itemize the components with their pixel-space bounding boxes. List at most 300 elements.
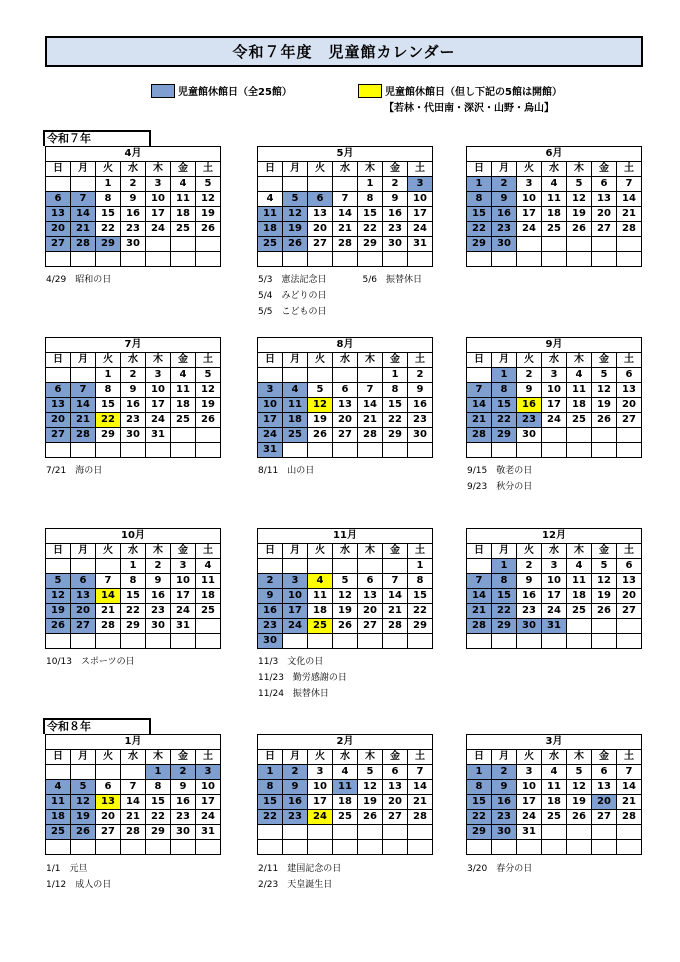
day-cell: 3	[542, 368, 567, 383]
day-cell: 12	[196, 383, 221, 398]
month-title: 7月	[46, 338, 221, 353]
empty-cell	[196, 237, 221, 252]
empty-cell	[517, 443, 542, 458]
day-cell: 15	[96, 398, 121, 413]
day-cell: 20	[71, 604, 96, 619]
day-cell: 27	[358, 619, 383, 634]
day-cell: 11	[283, 398, 308, 413]
day-cell: 6	[46, 383, 71, 398]
weekday-header: 日	[258, 162, 283, 177]
day-cell: 28	[121, 825, 146, 840]
month-calendar	[466, 528, 642, 649]
empty-cell	[567, 825, 592, 840]
day-cell: 6	[592, 765, 617, 780]
empty-cell	[196, 840, 221, 855]
day-cell: 4	[567, 559, 592, 574]
day-cell: 27	[96, 825, 121, 840]
legend-closed-all-label: 児童館休館日（全25館）	[178, 87, 292, 98]
day-cell: 16	[517, 589, 542, 604]
empty-cell	[46, 443, 71, 458]
day-cell: 25	[46, 825, 71, 840]
day-cell: 19	[592, 398, 617, 413]
day-cell: 17	[146, 207, 171, 222]
empty-cell	[592, 634, 617, 649]
month-title: 2月	[258, 735, 433, 750]
day-cell: 2	[517, 559, 542, 574]
day-cell: 24	[542, 604, 567, 619]
empty-cell	[46, 634, 71, 649]
day-cell: 30	[258, 634, 283, 649]
page-title: 令和７年度 児童館カレンダー	[45, 36, 643, 67]
day-cell: 3	[146, 177, 171, 192]
empty-cell	[467, 559, 492, 574]
day-cell: 27	[71, 619, 96, 634]
empty-cell	[333, 443, 358, 458]
empty-cell	[283, 840, 308, 855]
empty-cell	[358, 634, 383, 649]
holiday-notes	[258, 654, 347, 702]
day-cell: 20	[333, 413, 358, 428]
weekday-header: 月	[492, 750, 517, 765]
day-cell: 24	[517, 810, 542, 825]
day-cell: 10	[408, 192, 433, 207]
day-cell: 1	[467, 177, 492, 192]
day-cell: 9	[408, 383, 433, 398]
empty-cell	[46, 368, 71, 383]
day-cell: 27	[46, 428, 71, 443]
empty-cell	[467, 840, 492, 855]
day-cell: 11	[196, 574, 221, 589]
holiday-note: 3/20 春分の日	[467, 864, 533, 874]
empty-cell	[358, 443, 383, 458]
day-cell: 2	[283, 765, 308, 780]
day-cell: 13	[46, 398, 71, 413]
weekday-header: 月	[283, 162, 308, 177]
day-cell: 14	[71, 398, 96, 413]
day-cell: 13	[358, 589, 383, 604]
day-cell: 22	[258, 810, 283, 825]
weekday-header: 金	[171, 544, 196, 559]
empty-cell	[333, 634, 358, 649]
day-cell: 28	[617, 810, 642, 825]
empty-cell	[196, 252, 221, 267]
day-cell: 21	[383, 604, 408, 619]
empty-cell	[358, 252, 383, 267]
day-cell: 30	[121, 428, 146, 443]
day-cell: 28	[467, 428, 492, 443]
day-cell: 10	[542, 383, 567, 398]
day-cell: 1	[121, 559, 146, 574]
day-cell: 19	[358, 795, 383, 810]
day-cell: 19	[196, 398, 221, 413]
weekday-header: 水	[333, 750, 358, 765]
empty-cell	[333, 840, 358, 855]
day-cell: 1	[492, 559, 517, 574]
day-cell: 12	[567, 192, 592, 207]
empty-cell	[96, 765, 121, 780]
empty-cell	[592, 252, 617, 267]
empty-cell	[121, 443, 146, 458]
month-calendar	[257, 146, 433, 267]
day-cell: 18	[171, 398, 196, 413]
day-cell: 23	[492, 810, 517, 825]
day-cell: 5	[567, 177, 592, 192]
empty-cell	[171, 634, 196, 649]
day-cell: 15	[408, 589, 433, 604]
weekday-header: 土	[196, 353, 221, 368]
empty-cell	[171, 237, 196, 252]
empty-cell	[517, 252, 542, 267]
empty-cell	[542, 443, 567, 458]
day-cell: 27	[592, 222, 617, 237]
day-cell: 26	[358, 810, 383, 825]
day-cell: 23	[258, 619, 283, 634]
day-cell: 16	[171, 795, 196, 810]
weekday-header: 木	[146, 353, 171, 368]
day-cell: 24	[408, 222, 433, 237]
weekday-header: 火	[308, 353, 333, 368]
day-cell: 27	[46, 237, 71, 252]
weekday-header: 土	[617, 750, 642, 765]
day-cell: 25	[308, 619, 333, 634]
day-cell: 9	[283, 780, 308, 795]
weekday-header: 土	[196, 162, 221, 177]
day-cell: 17	[283, 604, 308, 619]
day-cell: 9	[121, 383, 146, 398]
day-cell: 7	[617, 177, 642, 192]
day-cell: 14	[333, 207, 358, 222]
empty-cell	[283, 634, 308, 649]
day-cell: 21	[467, 413, 492, 428]
day-cell: 7	[467, 574, 492, 589]
day-cell: 11	[333, 780, 358, 795]
holiday-notes	[46, 654, 135, 670]
weekday-header: 月	[492, 162, 517, 177]
day-cell: 21	[333, 222, 358, 237]
day-cell: 31	[171, 619, 196, 634]
weekday-header: 金	[171, 353, 196, 368]
day-cell: 30	[517, 619, 542, 634]
day-cell: 23	[171, 810, 196, 825]
weekday-header: 土	[617, 353, 642, 368]
day-cell: 24	[171, 604, 196, 619]
day-cell: 9	[492, 192, 517, 207]
empty-cell	[408, 825, 433, 840]
day-cell: 8	[358, 192, 383, 207]
day-cell: 15	[492, 589, 517, 604]
day-cell: 28	[467, 619, 492, 634]
day-cell: 19	[71, 810, 96, 825]
day-cell: 25	[283, 428, 308, 443]
empty-cell	[617, 825, 642, 840]
month-calendar	[45, 146, 221, 267]
empty-cell	[358, 825, 383, 840]
day-cell: 9	[492, 780, 517, 795]
day-cell: 3	[171, 559, 196, 574]
weekday-header: 月	[492, 353, 517, 368]
empty-cell	[171, 428, 196, 443]
empty-cell	[617, 428, 642, 443]
day-cell: 26	[196, 222, 221, 237]
weekday-header: 水	[542, 162, 567, 177]
empty-cell	[383, 252, 408, 267]
month-calendar	[45, 734, 221, 855]
day-cell: 24	[146, 413, 171, 428]
empty-cell	[283, 177, 308, 192]
empty-cell	[258, 825, 283, 840]
empty-cell	[283, 252, 308, 267]
empty-cell	[542, 825, 567, 840]
weekday-header: 月	[71, 162, 96, 177]
day-cell: 1	[383, 368, 408, 383]
day-cell: 9	[146, 574, 171, 589]
day-cell: 26	[333, 619, 358, 634]
weekday-header: 土	[617, 162, 642, 177]
day-cell: 8	[96, 192, 121, 207]
day-cell: 3	[196, 765, 221, 780]
weekday-header: 日	[46, 353, 71, 368]
day-cell: 7	[71, 192, 96, 207]
day-cell: 26	[71, 825, 96, 840]
day-cell: 17	[517, 207, 542, 222]
empty-cell	[333, 177, 358, 192]
day-cell: 22	[146, 810, 171, 825]
weekday-header: 木	[358, 750, 383, 765]
weekday-header: 木	[358, 353, 383, 368]
day-cell: 13	[308, 207, 333, 222]
day-cell: 13	[592, 780, 617, 795]
day-cell: 15	[383, 398, 408, 413]
holiday-notes	[467, 861, 532, 877]
day-cell: 1	[358, 177, 383, 192]
empty-cell	[567, 443, 592, 458]
day-cell: 24	[258, 428, 283, 443]
holiday-notes	[258, 272, 422, 320]
empty-cell	[96, 443, 121, 458]
empty-cell	[592, 840, 617, 855]
day-cell: 1	[258, 765, 283, 780]
day-cell: 6	[617, 368, 642, 383]
day-cell: 7	[96, 574, 121, 589]
weekday-header: 火	[308, 750, 333, 765]
day-cell: 27	[617, 413, 642, 428]
day-cell: 13	[617, 574, 642, 589]
day-cell: 28	[383, 619, 408, 634]
day-cell: 19	[196, 207, 221, 222]
day-cell: 5	[333, 574, 358, 589]
empty-cell	[517, 840, 542, 855]
empty-cell	[467, 368, 492, 383]
day-cell: 8	[408, 574, 433, 589]
day-cell: 12	[308, 398, 333, 413]
day-cell: 4	[283, 383, 308, 398]
day-cell: 19	[308, 413, 333, 428]
weekday-header: 日	[46, 544, 71, 559]
day-cell: 10	[171, 574, 196, 589]
day-cell: 8	[492, 383, 517, 398]
day-cell: 26	[592, 604, 617, 619]
day-cell: 22	[383, 413, 408, 428]
day-cell: 11	[542, 192, 567, 207]
day-cell: 7	[617, 765, 642, 780]
holiday-note: 9/23 秋分の日	[467, 482, 533, 492]
day-cell: 3	[258, 383, 283, 398]
empty-cell	[592, 825, 617, 840]
month-calendar	[257, 528, 433, 649]
empty-cell	[171, 840, 196, 855]
day-cell: 6	[333, 383, 358, 398]
empty-cell	[46, 840, 71, 855]
day-cell: 30	[492, 237, 517, 252]
month-title: 4月	[46, 147, 221, 162]
empty-cell	[71, 177, 96, 192]
weekday-header: 水	[121, 353, 146, 368]
weekday-header: 木	[146, 544, 171, 559]
weekday-header: 日	[46, 750, 71, 765]
day-cell: 5	[71, 780, 96, 795]
day-cell: 3	[542, 559, 567, 574]
holiday-note: 5/4 みどりの日	[258, 291, 327, 301]
empty-cell	[308, 634, 333, 649]
day-cell: 20	[617, 589, 642, 604]
month-title: 5月	[258, 147, 433, 162]
legend-closed-partial	[358, 83, 562, 98]
day-cell: 14	[408, 780, 433, 795]
weekday-header: 月	[492, 544, 517, 559]
day-cell: 29	[358, 237, 383, 252]
empty-cell	[567, 252, 592, 267]
empty-cell	[308, 252, 333, 267]
day-cell: 24	[517, 222, 542, 237]
day-cell: 20	[592, 795, 617, 810]
day-cell: 5	[46, 574, 71, 589]
empty-cell	[333, 368, 358, 383]
holiday-note: 2/23 天皇誕生日	[258, 880, 333, 890]
day-cell: 8	[467, 780, 492, 795]
holiday-notes	[258, 861, 341, 893]
empty-cell	[333, 559, 358, 574]
day-cell: 19	[567, 207, 592, 222]
day-cell: 7	[408, 765, 433, 780]
day-cell: 17	[517, 795, 542, 810]
holiday-notes	[46, 861, 111, 893]
empty-cell	[258, 840, 283, 855]
empty-cell	[542, 252, 567, 267]
day-cell: 7	[333, 192, 358, 207]
day-cell: 17	[408, 207, 433, 222]
day-cell: 29	[121, 619, 146, 634]
weekday-header: 水	[333, 162, 358, 177]
day-cell: 10	[517, 192, 542, 207]
day-cell: 9	[171, 780, 196, 795]
day-cell: 6	[96, 780, 121, 795]
month-calendar	[45, 337, 221, 458]
day-cell: 31	[542, 619, 567, 634]
empty-cell	[96, 840, 121, 855]
empty-cell	[358, 368, 383, 383]
day-cell: 22	[467, 810, 492, 825]
empty-cell	[196, 619, 221, 634]
empty-cell	[383, 443, 408, 458]
empty-cell	[258, 252, 283, 267]
weekday-header: 日	[467, 750, 492, 765]
empty-cell	[308, 368, 333, 383]
empty-cell	[492, 443, 517, 458]
weekday-header: 金	[592, 162, 617, 177]
day-cell: 18	[308, 604, 333, 619]
weekday-header: 木	[358, 544, 383, 559]
day-cell: 25	[542, 810, 567, 825]
day-cell: 7	[71, 383, 96, 398]
empty-cell	[96, 559, 121, 574]
empty-cell	[46, 765, 71, 780]
day-cell: 16	[146, 589, 171, 604]
day-cell: 4	[258, 192, 283, 207]
day-cell: 25	[258, 237, 283, 252]
day-cell: 6	[383, 765, 408, 780]
day-cell: 30	[492, 825, 517, 840]
weekday-header: 火	[96, 162, 121, 177]
empty-cell	[358, 559, 383, 574]
month-calendar	[466, 734, 642, 855]
weekday-header: 日	[258, 353, 283, 368]
weekday-header: 金	[171, 750, 196, 765]
holiday-note: 4/29 昭和の日	[46, 275, 112, 285]
weekday-header: 木	[567, 544, 592, 559]
day-cell: 3	[308, 765, 333, 780]
weekday-header: 水	[333, 544, 358, 559]
weekday-header: 金	[592, 544, 617, 559]
empty-cell	[567, 619, 592, 634]
empty-cell	[283, 443, 308, 458]
empty-cell	[617, 443, 642, 458]
day-cell: 30	[146, 619, 171, 634]
month-calendar	[257, 337, 433, 458]
day-cell: 16	[383, 207, 408, 222]
day-cell: 12	[358, 780, 383, 795]
day-cell: 16	[492, 207, 517, 222]
day-cell: 2	[121, 368, 146, 383]
day-cell: 11	[258, 207, 283, 222]
day-cell: 9	[517, 574, 542, 589]
day-cell: 2	[171, 765, 196, 780]
empty-cell	[196, 634, 221, 649]
empty-cell	[121, 840, 146, 855]
day-cell: 16	[517, 398, 542, 413]
weekday-header: 水	[542, 544, 567, 559]
empty-cell	[592, 619, 617, 634]
holiday-note: 11/23 勤労感謝の日	[258, 673, 347, 683]
day-cell: 11	[567, 383, 592, 398]
day-cell: 11	[46, 795, 71, 810]
day-cell: 24	[196, 810, 221, 825]
empty-cell	[492, 252, 517, 267]
day-cell: 12	[567, 780, 592, 795]
empty-cell	[258, 559, 283, 574]
holiday-note: 1/1 元旦	[46, 864, 88, 874]
weekday-header: 金	[383, 750, 408, 765]
day-cell: 28	[617, 222, 642, 237]
day-cell: 28	[96, 619, 121, 634]
empty-cell	[308, 559, 333, 574]
day-cell: 18	[567, 398, 592, 413]
day-cell: 31	[196, 825, 221, 840]
day-cell: 13	[383, 780, 408, 795]
day-cell: 29	[467, 237, 492, 252]
weekday-header: 火	[517, 162, 542, 177]
day-cell: 3	[517, 177, 542, 192]
day-cell: 5	[592, 368, 617, 383]
